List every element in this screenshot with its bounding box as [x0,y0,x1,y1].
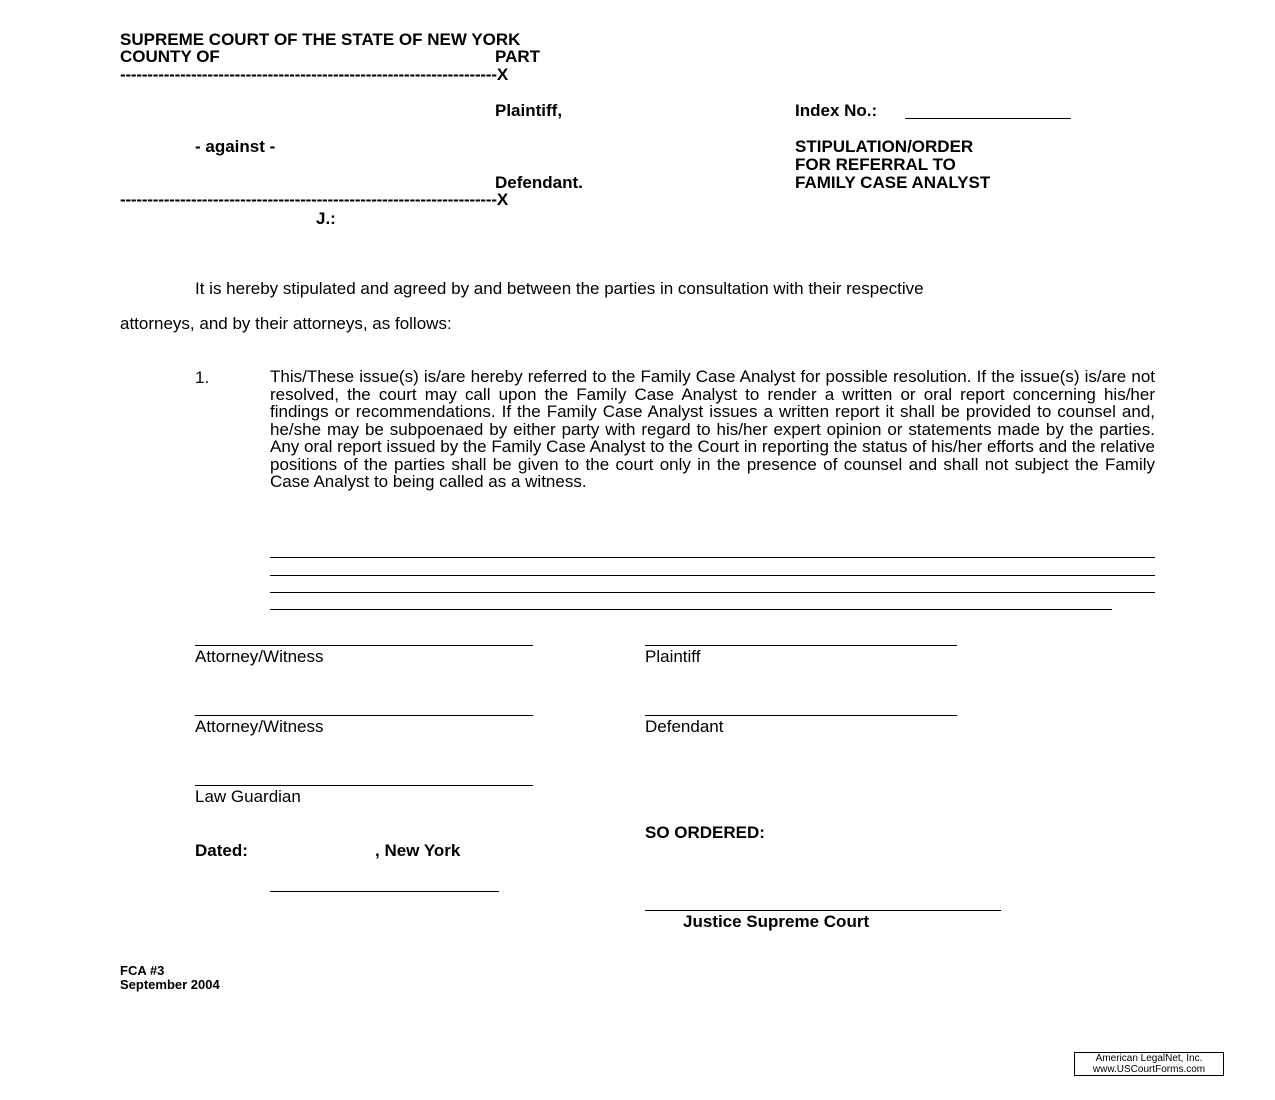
attorney-witness-2-label: Attorney/Witness [195,717,324,736]
intro-line-1: It is hereby stipulated and agreed by and between the parties in consultation with their respective [195,279,924,298]
item-number: 1. [195,368,210,387]
date-line[interactable] [270,891,499,892]
defendant-signature-line[interactable] [645,715,957,716]
item-paragraph: This/These issue(s) is/are hereby referred to the Family Case Analyst for possible resolution. If the issue(s) is/are not resolved, the court may call upon the Family Case Analyst to render a written or oral report concerning his/her findings or recommendations. If the Family Case Analyst issues a written report it shall be provided to counsel and, he/she may be subpoenaed by either party with regard to his/her expert opinion or statements made by the parties. Any oral report issued by the Family Case Analyst to the Court in reporting the status of his/her efforts and the relative positions of the parties shall be given to the court only in the presence of counsel and shall not subject the Family Case Analyst to being called as a witness. [270,367,1155,491]
issue-blank-line-3[interactable] [270,592,1155,593]
county-label: COUNTY OF [120,47,220,66]
defendant-caption: Defendant. [495,173,583,192]
attorney-witness-1-label: Attorney/Witness [195,647,324,666]
publisher-name: American LegalNet, Inc. [1095,1053,1203,1064]
form-code: FCA #3 [120,963,165,978]
caption-bottom-dashes: --------------------------------------------------------------------- [120,190,497,209]
caption-bottom-divider [120,191,508,209]
attorney-witness-2-signature-line[interactable] [195,715,533,716]
against-label: - against - [195,137,276,156]
publisher-logo [1074,1052,1224,1076]
form-date: September 2004 [120,977,220,992]
plaintiff-caption: Plaintiff, [495,101,563,120]
dated-label: Dated: [195,841,248,860]
document-title-line-1: STIPULATION/ORDER [795,137,974,156]
index-number-line [905,118,1071,119]
justice-label: J.: [316,209,336,228]
court-heading: SUPREME COURT OF THE STATE OF NEW YORK [120,30,521,49]
caption-top-dashes: --------------------------------------------------------------------- [120,65,497,84]
law-guardian-signature-line[interactable] [195,785,533,786]
dated-location: , New York [375,841,461,860]
caption-top-x: X [496,65,508,84]
law-guardian-label: Law Guardian [195,787,301,806]
document-title-line-3: FAMILY CASE ANALYST [795,173,991,192]
so-ordered-label: SO ORDERED: [645,823,765,842]
publisher-url: www.USCourtForms.com [1092,1064,1206,1075]
intro-line-2: attorneys, and by their attorneys, as follows: [120,314,452,333]
plaintiff-signature-line[interactable] [645,645,957,646]
part-label: PART [495,47,541,66]
caption-bottom-x: X [496,190,508,209]
issue-blank-line-2[interactable] [270,575,1155,576]
attorney-witness-1-signature-line[interactable] [195,645,533,646]
defendant-signature-label: Defendant [645,717,724,736]
caption-top-divider [120,66,508,84]
index-number-label: Index No.: [795,101,878,120]
document-title-line-2: FOR REFERRAL TO [795,155,956,174]
plaintiff-signature-label: Plaintiff [645,647,701,666]
justice-signature-label: Justice Supreme Court [683,912,870,931]
issue-blank-line-1[interactable] [270,557,1155,558]
issue-blank-line-4[interactable] [270,609,1112,610]
justice-signature-line[interactable] [645,910,1001,911]
